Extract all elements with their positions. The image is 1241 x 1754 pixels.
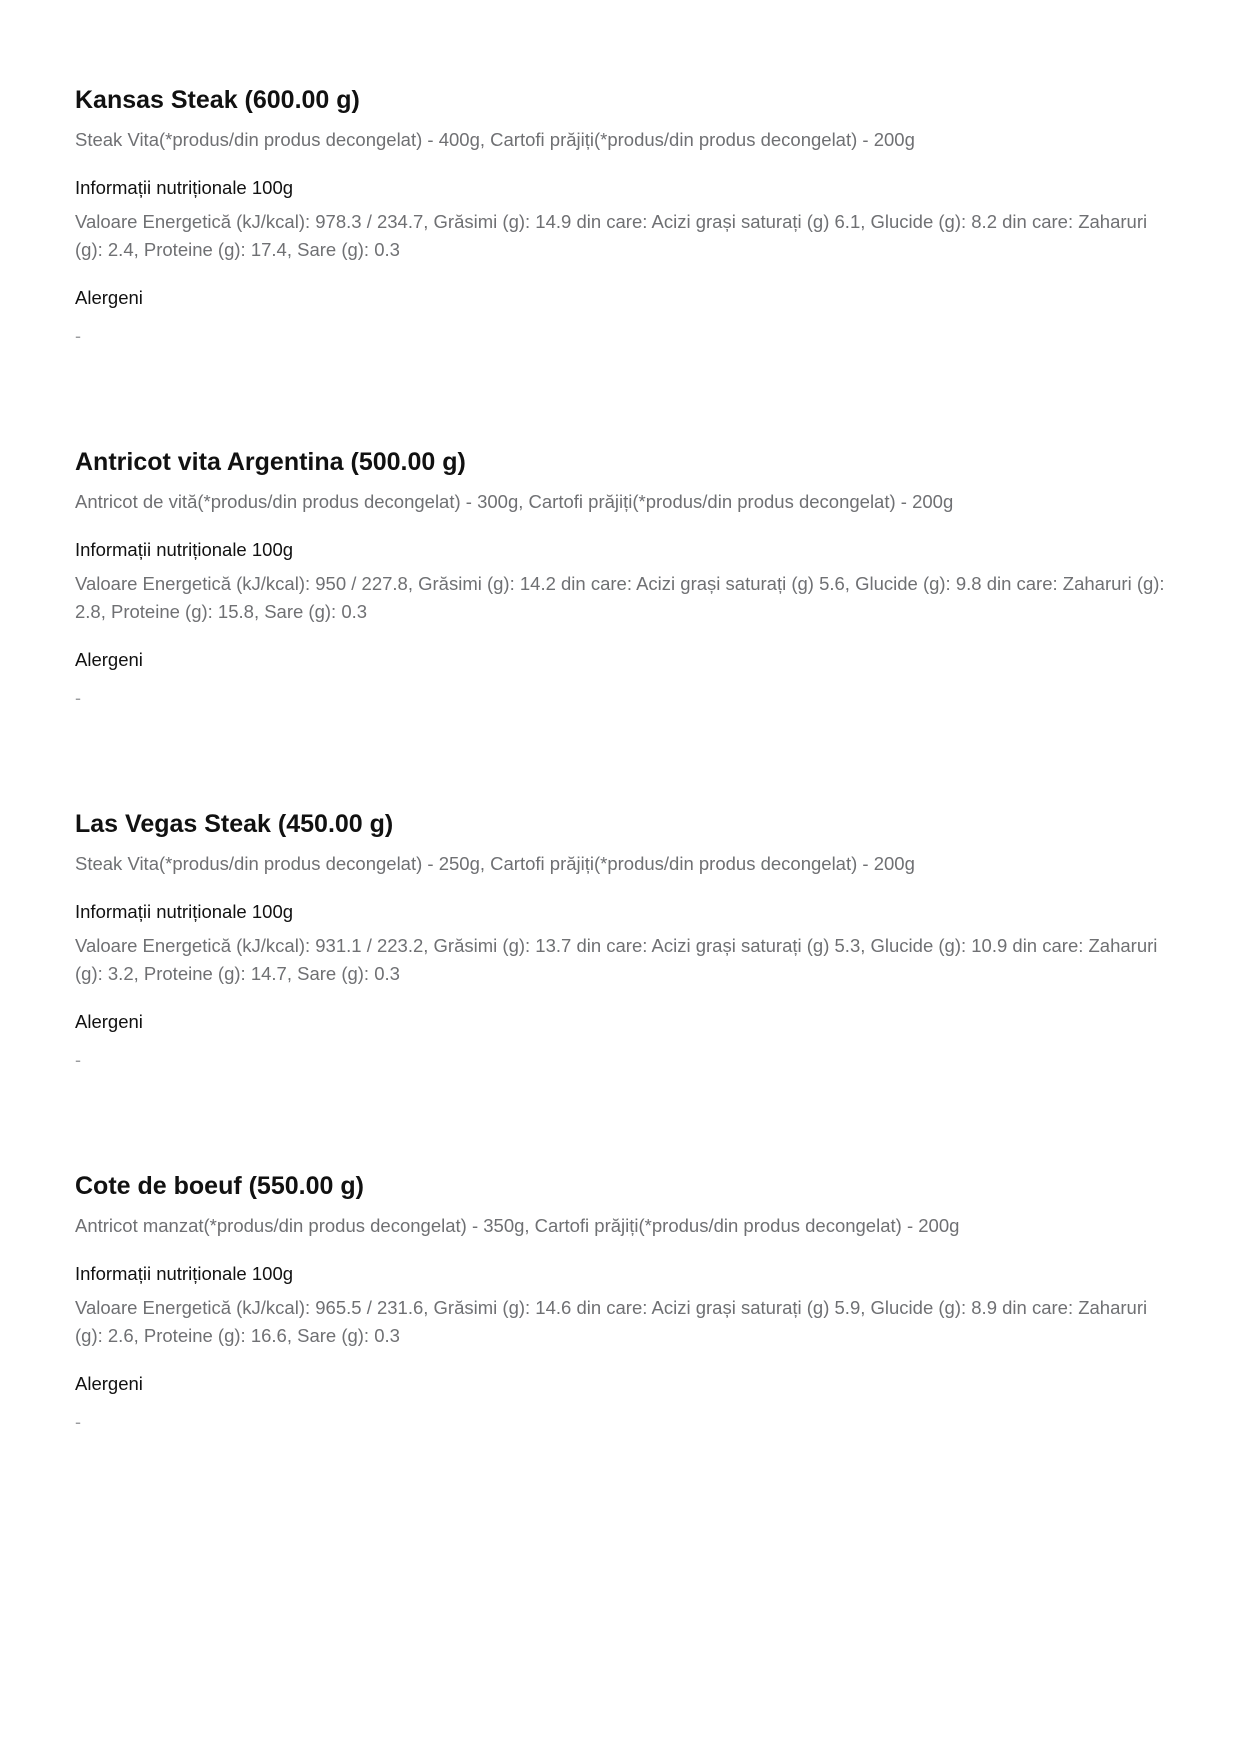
allergens-values: - <box>75 1050 81 1070</box>
allergens-values: - <box>75 688 81 708</box>
nutrition-values: Valoare Energetică (kJ/kcal): 950 / 227.8, Grăsimi (g): 14.2 din care: Acizi grași saturați (g) 5.6, Glucide (g): 9.8 din care: Zaharuri (g): 2.8, Proteine (g): 15.8, Sare (g): 0.3 <box>75 573 1165 622</box>
allergens-heading: Alergeni <box>75 287 143 308</box>
menu-item <box>75 440 1165 802</box>
menu-list <box>75 78 1165 1526</box>
item-title: Cote de boeuf (550.00 g) <box>75 1172 364 1200</box>
nutrition-heading: Informații nutriționale 100g <box>75 1263 294 1284</box>
menu-item <box>75 802 1165 1164</box>
nutrition-values: Valoare Energetică (kJ/kcal): 965.5 / 231.6, Grăsimi (g): 14.6 din care: Acizi grași saturați (g) 5.9, Glucide (g): 8.9 din care: Zaharuri (g): 2.6, Proteine (g): 16.6, Sare (g): 0.3 <box>75 1297 1148 1346</box>
item-ingredients: Antricot manzat(*produs/din produs decongelat) - 350g, Cartofi prăjiți(*produs/din produs decongelat) - 200g <box>75 1215 960 1236</box>
nutrition-heading: Informații nutriționale 100g <box>75 901 294 922</box>
item-ingredients: Steak Vita(*produs/din produs decongelat) - 400g, Cartofi prăjiți(*produs/din produs decongelat) - 200g <box>75 129 915 150</box>
allergens-heading: Alergeni <box>75 649 143 670</box>
item-title: Antricot vita Argentina (500.00 g) <box>75 448 466 476</box>
nutrition-heading: Informații nutriționale 100g <box>75 539 294 560</box>
allergens-values: - <box>75 326 81 346</box>
nutrition-heading: Informații nutriționale 100g <box>75 177 294 198</box>
menu-item <box>75 1164 1165 1526</box>
allergens-values: - <box>75 1412 81 1432</box>
nutrition-values: Valoare Energetică (kJ/kcal): 931.1 / 223.2, Grăsimi (g): 13.7 din care: Acizi grași saturați (g) 5.3, Glucide (g): 10.9 din care: Zaharuri (g): 3.2, Proteine (g): 14.7, Sare (g): 0.3 <box>75 935 1158 984</box>
item-title: Kansas Steak (600.00 g) <box>75 86 360 114</box>
allergens-heading: Alergeni <box>75 1011 143 1032</box>
item-ingredients: Antricot de vită(*produs/din produs decongelat) - 300g, Cartofi prăjiți(*produs/din produs decongelat) - 200g <box>75 491 954 512</box>
nutrition-values: Valoare Energetică (kJ/kcal): 978.3 / 234.7, Grăsimi (g): 14.9 din care: Acizi grași saturați (g) 6.1, Glucide (g): 8.2 din care: Zaharuri (g): 2.4, Proteine (g): 17.4, Sare (g): 0.3 <box>75 211 1148 260</box>
item-title: Las Vegas Steak (450.00 g) <box>75 810 394 838</box>
item-ingredients: Steak Vita(*produs/din produs decongelat) - 250g, Cartofi prăjiți(*produs/din produs decongelat) - 200g <box>75 853 915 874</box>
menu-item <box>75 78 1165 440</box>
allergens-heading: Alergeni <box>75 1373 143 1394</box>
